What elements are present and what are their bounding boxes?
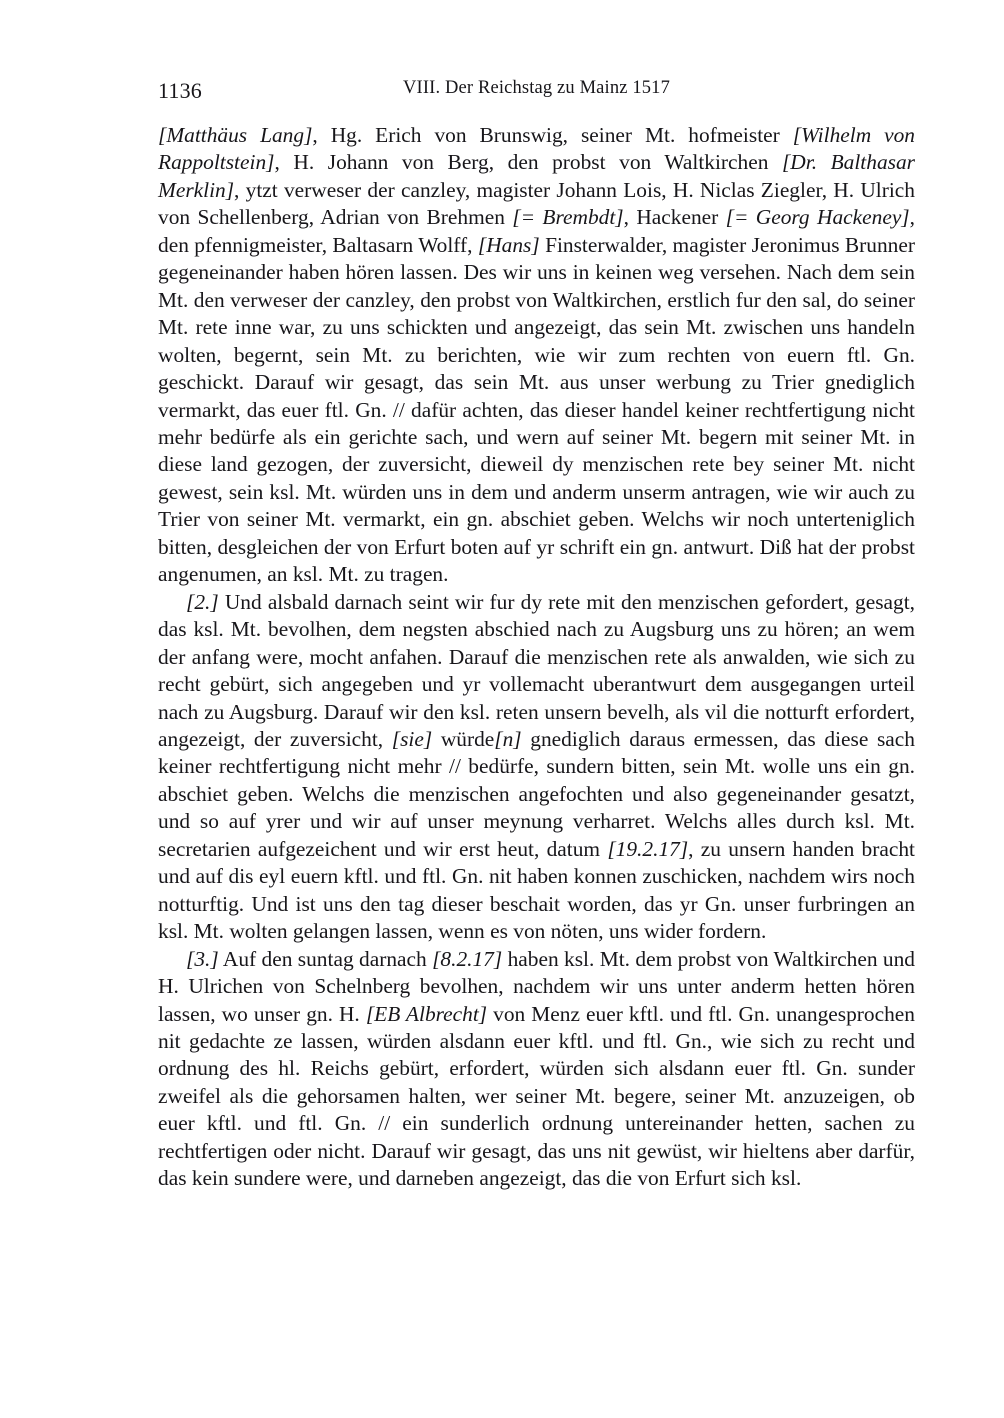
running-head-title: VIII. Der Reichstag zu Mainz 1517 xyxy=(403,78,670,98)
text-run: , den pfennigmeister, Baltasarn Wolff, xyxy=(158,205,915,257)
text-run: , Hackener xyxy=(623,205,726,230)
editorial-insertion: [= Georg Hackeney] xyxy=(725,205,910,230)
editorial-insertion: [= Brembdt] xyxy=(512,205,624,230)
editorial-insertion: [2.] xyxy=(186,589,219,614)
text-run: würde xyxy=(432,726,495,751)
text-run: Auf den suntag darnach xyxy=(218,946,433,971)
text-run: , H. Johann von Berg, den probst von Waltkirchen xyxy=(274,150,782,175)
text-run: von Menz euer kftl. und ftl. Gn. unangesprochen nit gedachte ze lassen, würden alsdann euer kftl. und ftl. Gn., wie sich zu recht und ordnung des hl. Reichs gebürt, erfordert, würden sich alsdann euer ftl. Gn. sunder zweifel als die gehorsamen halten, wer seiner Mt. begere, seiner Mt. anzuzeigen, ob euer kftl. und ftl. Gn. // ein sunderlich ordnung untereinander hetten, sachen zu rechtfertigen oder nicht. Darauf wir gesagt, das uns nit gewüst, wir hieltens aber darfür, das kein sundere were, und darneben angezeigt, das die von Erfurt sich ksl. xyxy=(158,1001,915,1191)
editorial-insertion: [Dr. Balthasar Merklin] xyxy=(158,150,915,202)
editorial-insertion: [Wilhelm von Rappoltstein] xyxy=(158,123,915,175)
editorial-insertion: [EB Albrecht] xyxy=(365,1001,488,1026)
text-run: Und alsbald darnach seint wir fur dy rete mit den menzischen gefordert, gesagt, das ksl. Mt. bevolhen, dem negsten abschied nach zu Augsburg uns zu hören; an wem der anfang were, mocht anfahen. Darauf die menzischen rete als anwalden, wie sich zu recht gebürt, sich angegeben und yr vollemacht uberantwurt dem ausgegangen urteil nach zu Augsburg. Darauf wir den ksl. reten unsern bevelh, als vil die notturft erfordert, angezeigt, der zuversicht, xyxy=(158,589,915,751)
paragraph-3 xyxy=(158,946,915,1193)
text-run: haben ksl. Mt. dem probst von Waltkirchen und H. Ulrichen von Schelnberg bevolhen, nachdem wir uns unter anderm hetten hören lassen, wo unser gn. H. xyxy=(158,946,915,1026)
editorial-insertion: [Matthäus Lang] xyxy=(158,123,313,147)
editorial-insertion: [3.] xyxy=(186,946,219,971)
text-run: , Hg. Erich von Brunswig, seiner Mt. hofmeister xyxy=(312,123,793,147)
editorial-insertion: [19.2.17] xyxy=(607,836,689,861)
paragraph-2 xyxy=(158,589,915,946)
page-folio-number: 1136 xyxy=(158,78,202,103)
text-run: , ytzt verweser der canzley, magister Johann Lois, H. Niclas Ziegler, H. Ulrich von Schellenberg, Adrian von Brehmen xyxy=(158,177,915,230)
editorial-insertion: [8.2.17] xyxy=(432,946,503,971)
text-run: , zu unsern handen bracht und auf dis eyl euern kftl. und ftl. Gn. nit haben konnen zuschicken, nachdem wirs noch notturftig. Und ist uns den tag dieser beschait worden, das yr Gn. unser furbringen an ksl. Mt. wolten gelangen lassen, wenn es von nöten, uns wider fordern. xyxy=(158,836,915,944)
editorial-insertion: [sie] xyxy=(391,726,433,751)
editorial-insertion: [n] xyxy=(494,726,522,751)
page-body-text xyxy=(158,122,915,1193)
text-run: gnediglich daraus ermessen, das diese sach keiner rechtfertigung nicht mehr // bedürfe, sundern bitten, sein Mt. wolle uns ein gn. abschiet geben. Welchs die menzischen angefochten und also gegeneinander gesatzt, und so auf yrer und wir auf unser meynung verharret. Welchs alles durch ksl. Mt. secretarien aufgezeichent und wir erst heut, datum xyxy=(158,726,915,861)
text-run: Finsterwalder, magister Jeronimus Brunner gegeneinander haben hören lassen. Des wir uns in keinen weg versehen. Nach dem sein Mt. den verweser der canzley, den probst von Waltkirchen, erstlich fur den sal, do seiner Mt. rete inne war, zu uns schickten und angezeigt, das sein Mt. zwischen uns handeln wolten, begernt, sein Mt. zu berichten, wie wir zum rechten von euern ftl. Gn. geschickt. Darauf wir gesagt, das sein Mt. aus unser werbung zu Trier gnediglich vermarkt, das euer ftl. Gn. // dafür achten, das dieser handel keiner rechtfertigung nicht mehr bedürfe als ein gerichte sach, und wern auf seiner Mt. begern mit seiner Mt. in diese land gezogen, der zuversicht, dieweil dy menzischen rete bey seiner Mt. nicht gewest, sein ksl. Mt. würden uns in dem und anderm unserm antragen, wie wir auch zu Trier von seiner Mt. vermarkt, ein gn. abschiet geben. Welchs wir noch unterteniglich bitten, desgleichen der von Erfurt boten auf yr schrift ein gn. antwurt. Diß hat der probst angenumen, an ksl. Mt. zu tragen. xyxy=(158,232,915,587)
paragraph-1 xyxy=(158,122,915,589)
running-head xyxy=(158,78,915,104)
editorial-insertion: [Hans] xyxy=(477,232,540,257)
